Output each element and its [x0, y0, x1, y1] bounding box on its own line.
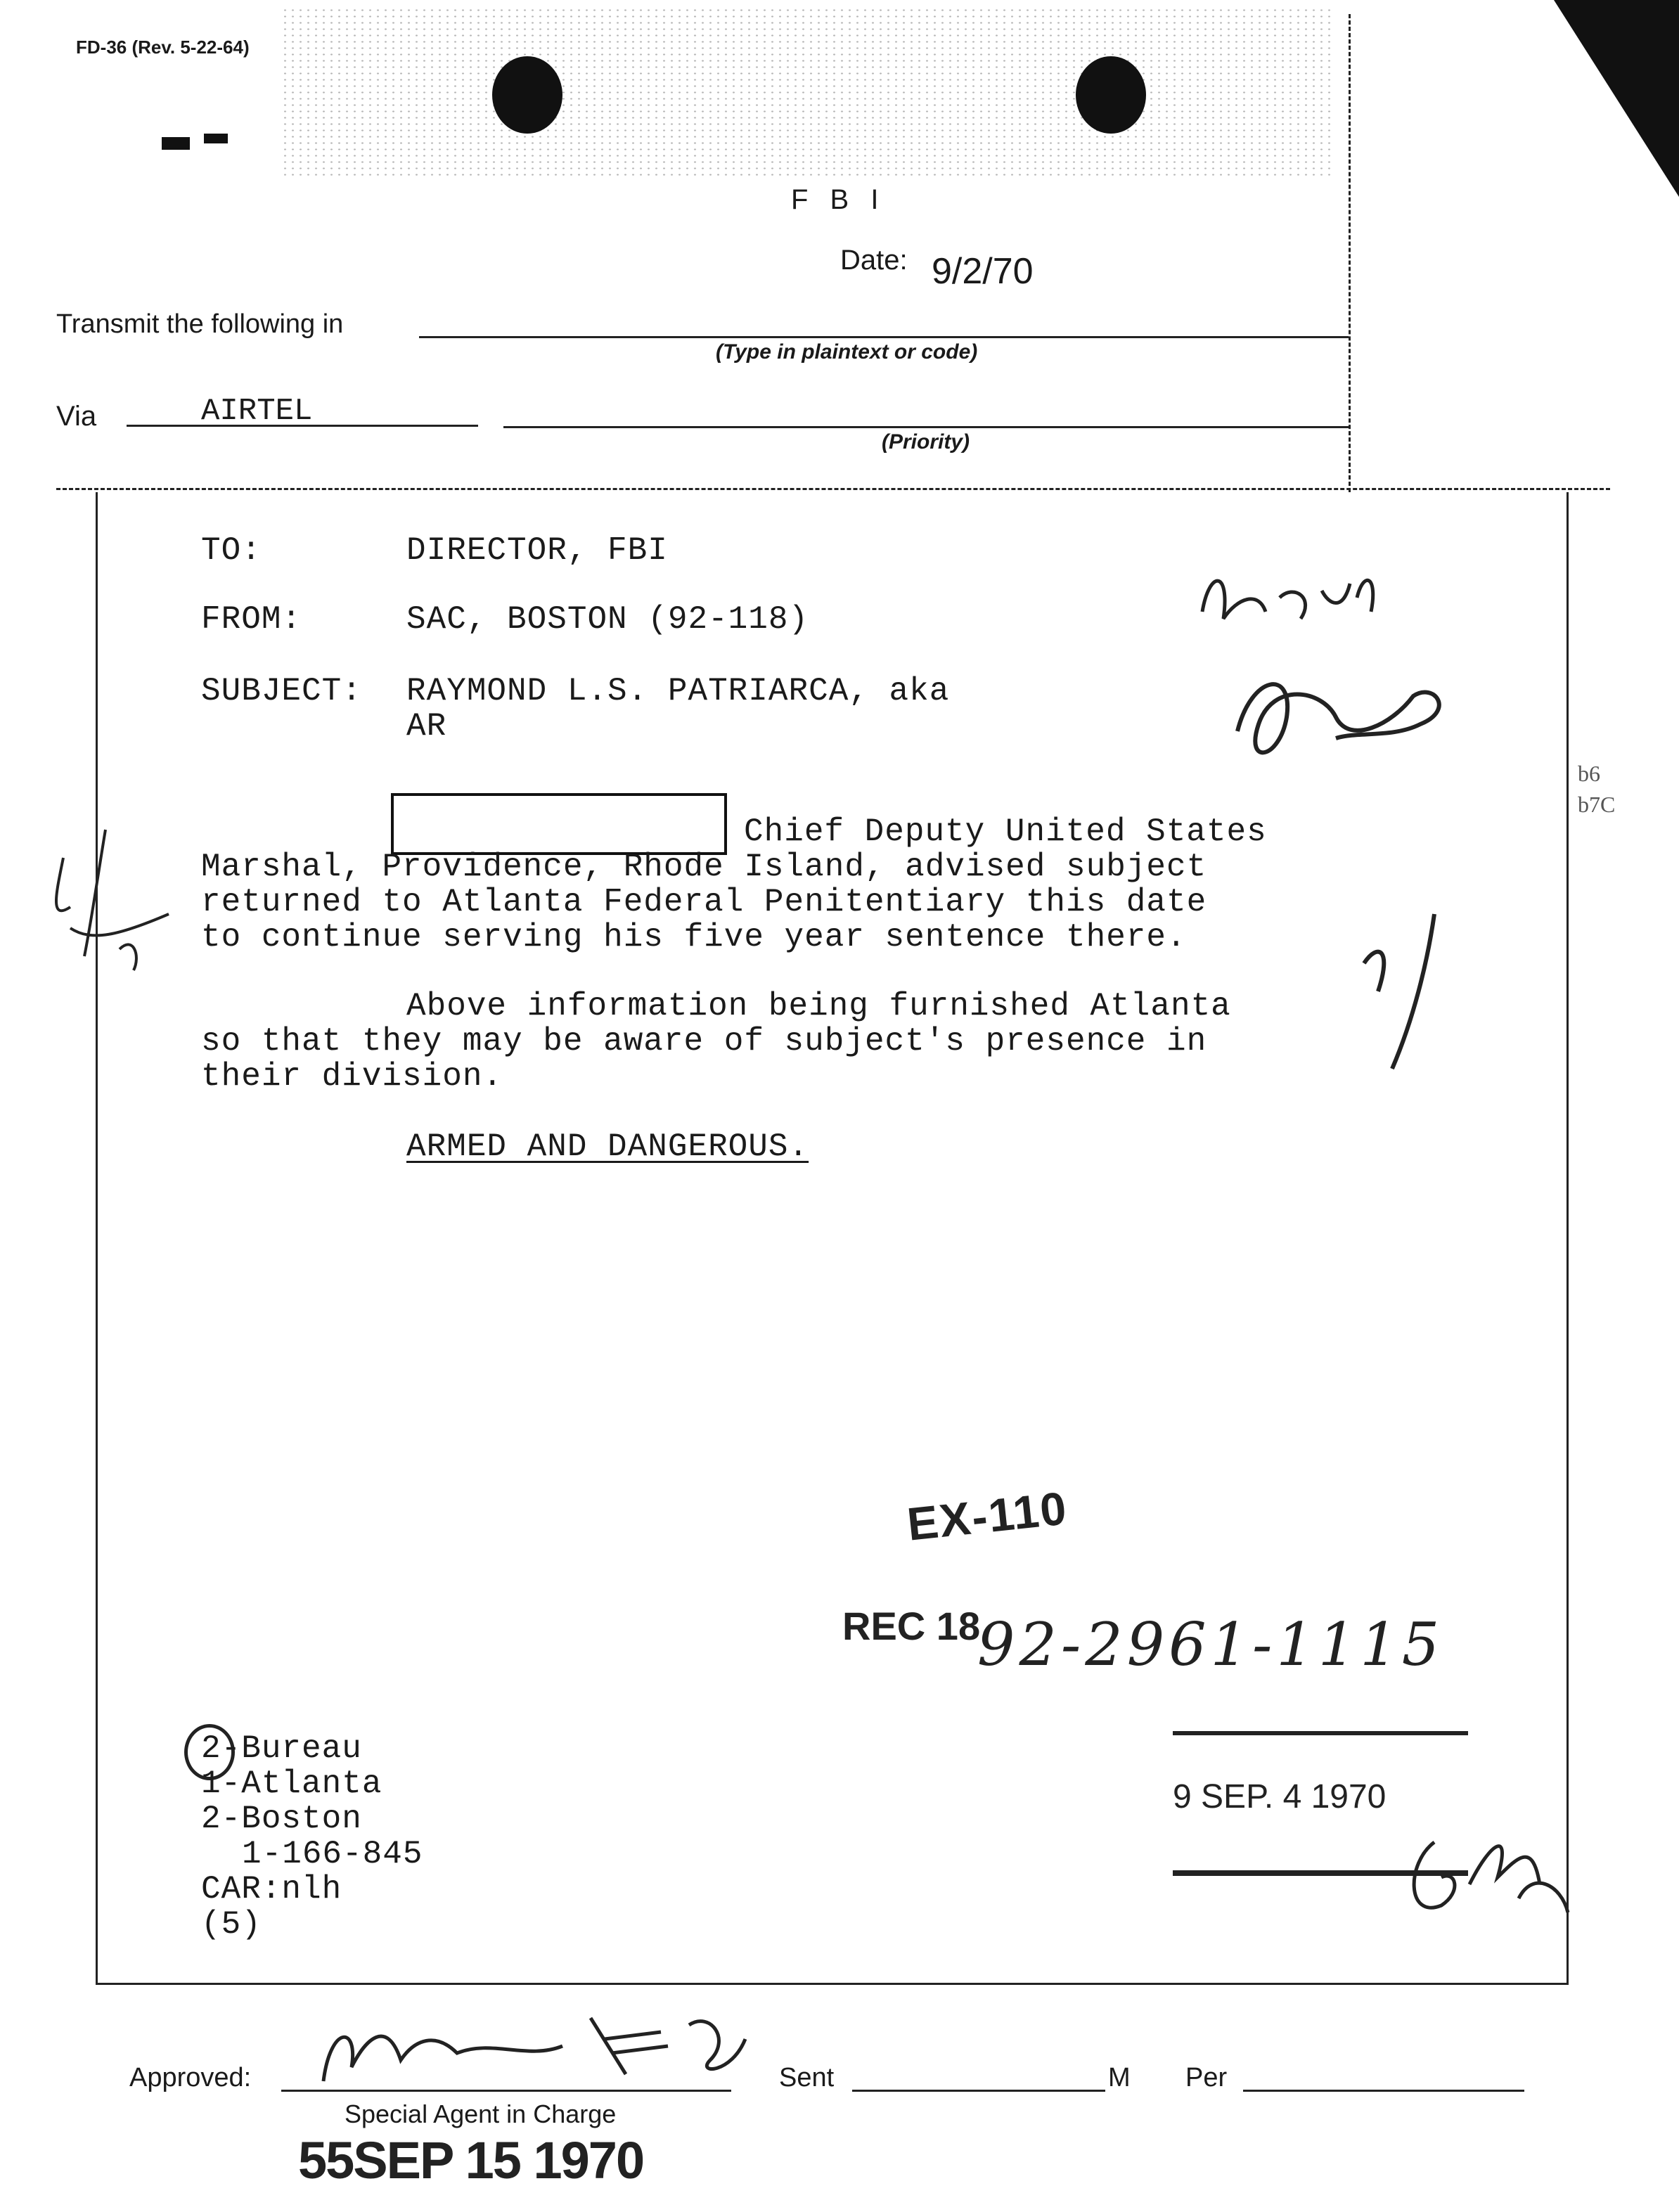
para2-line3: their division.	[201, 1058, 503, 1095]
punch-hole-left	[492, 56, 562, 134]
approval-signature	[295, 1997, 773, 2095]
body-bottom-border	[96, 1983, 1569, 1985]
form-number: FD-36 (Rev. 5-22-64)	[76, 37, 250, 58]
dist-line3: 2-Boston	[201, 1801, 362, 1837]
from-value: SAC, BOSTON (92-118)	[406, 601, 809, 638]
margin-mark	[162, 137, 190, 150]
per-label: Per	[1185, 2063, 1228, 2092]
para2-line2: so that they may be aware of subject's presence in	[201, 1023, 1207, 1060]
approved-sub-label: Special Agent in Charge	[345, 2100, 617, 2128]
via-value: AIRTEL	[201, 394, 313, 429]
received-date-stamp: 9 SEP. 4 1970	[1173, 1778, 1387, 1815]
para1-line3: returned to Atlanta Federal Penitentiary this date	[201, 884, 1207, 920]
dist-line5: CAR:nlh	[201, 1871, 342, 1908]
to-value: DIRECTOR, FBI	[406, 532, 668, 569]
transmit-hint: (Type in plaintext or code)	[716, 340, 978, 364]
punch-hole-right	[1076, 56, 1146, 134]
para1-line1: Chief Deputy United States	[744, 814, 1267, 850]
handwritten-check	[1350, 907, 1455, 1076]
margin-mark	[204, 134, 228, 143]
sent-line	[852, 2090, 1105, 2092]
subject-label: SUBJECT:	[201, 673, 362, 709]
priority-line	[503, 426, 1349, 428]
m-label: M	[1108, 2063, 1131, 2092]
dist-line2: 1-Atlanta	[201, 1766, 382, 1802]
via-label: Via	[56, 401, 97, 432]
handwritten-initials	[1181, 555, 1477, 795]
sent-label: Sent	[779, 2063, 835, 2092]
date-label: Date:	[840, 245, 908, 276]
header-separator	[56, 488, 1610, 490]
rec-stamp: REC 18	[842, 1604, 981, 1648]
approved-label: Approved:	[129, 2063, 252, 2092]
redaction-code-b7c: b7C	[1578, 792, 1616, 817]
file-number: 92-2961-1115	[977, 1610, 1444, 1679]
header-right-border	[1349, 14, 1351, 492]
dist-line4: 1-166-845	[242, 1836, 423, 1872]
agency-title: F B I	[791, 184, 886, 215]
dist-line1: 2-Bureau	[201, 1730, 362, 1767]
subject-line2: AR	[406, 708, 447, 745]
para1-line2: Marshal, Providence, Rhode Island, advised subject	[201, 849, 1207, 885]
to-label: TO:	[201, 532, 262, 569]
body-left-border	[96, 492, 98, 1983]
priority-hint: (Priority)	[882, 430, 970, 454]
para2-line1: Above information being furnished Atlanta	[406, 988, 1231, 1024]
stamp-rule-top	[1173, 1731, 1468, 1735]
corner-fold	[1533, 0, 1679, 197]
transmit-label: Transmit the following in	[56, 309, 344, 339]
handwritten-initials-lower	[1392, 1800, 1575, 1955]
dist-line6: (5)	[201, 1906, 262, 1943]
date-value: 9/2/70	[932, 251, 1034, 292]
speckle-noise	[281, 7, 1336, 176]
warning-text: ARMED AND DANGEROUS.	[406, 1128, 809, 1165]
stamp-rule-bottom	[1173, 1870, 1468, 1876]
ex-stamp: EX-110	[904, 1481, 1070, 1550]
from-label: FROM:	[201, 601, 302, 638]
subject-line1: RAYMOND L.S. PATRIARCA, aka	[406, 673, 950, 709]
transmit-line	[419, 336, 1349, 338]
bottom-date-stamp: 55SEP 15 1970	[298, 2131, 644, 2190]
para1-line4: to continue serving his five year sentence there.	[201, 919, 1187, 956]
body-right-border	[1567, 492, 1569, 1983]
redaction-box	[391, 793, 727, 855]
redaction-code-b6: b6	[1578, 761, 1600, 786]
handwritten-margin-mark	[28, 816, 183, 998]
per-line	[1243, 2090, 1524, 2092]
